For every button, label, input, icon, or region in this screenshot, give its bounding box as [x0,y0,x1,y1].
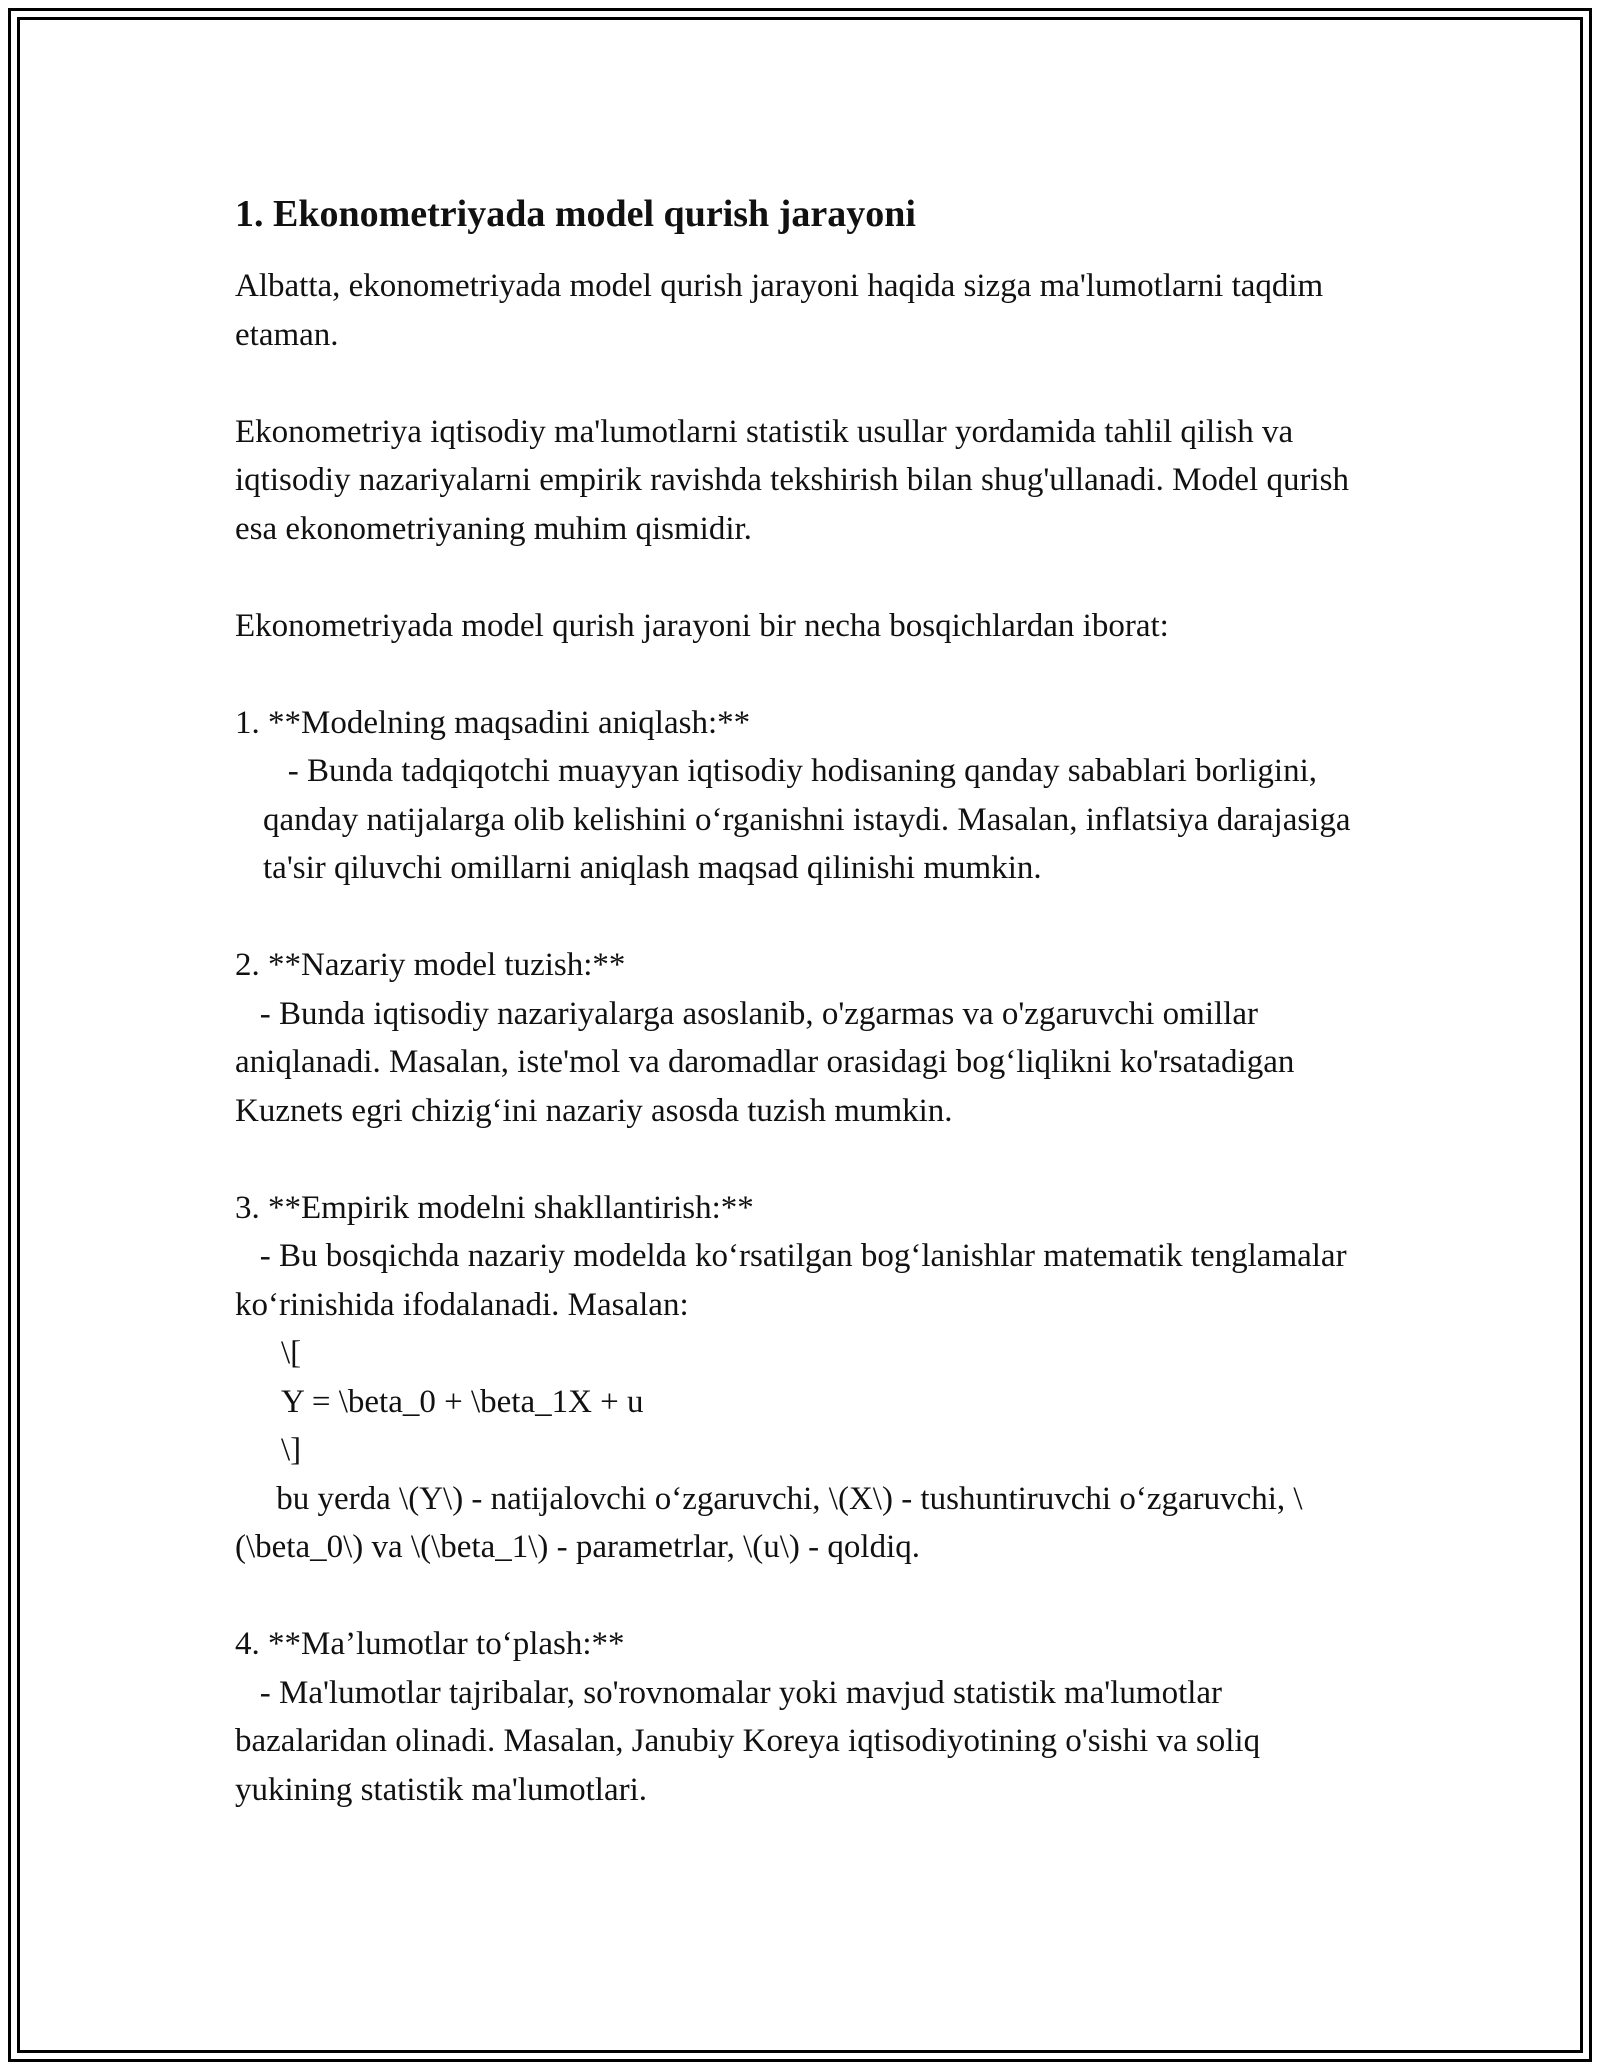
formula-close: \] [281,1432,302,1468]
step-4 [235,1620,1365,1814]
definition-paragraph: Ekonometriya iqtisodiy ma'lumotlarni statistik usullar yordamida tahlil qilish va iqtisodiy nazariyalarni empirik ravishda tekshirish bilan shug'ullanadi. Model qurish esa ekonometriyaning muhim qismidir. [235,413,1358,547]
formula-explanation: bu yerda \(Y\) - natijalovchi o‘zgaruvchi, \(X\) - tushuntiruvchi o‘zgaruvchi, \(\beta_0\) va \(\beta_1\) - parametrlar, \(u\) - qoldiq. [235,1480,1303,1565]
step-body: - Bunda tadqiqotchi muayyan iqtisodiy hodisaning qanday sabablari borligini, qanday natijalarga olib kelishini o‘rganishni istaydi. Masalan, inflatsiya darajasiga ta'sir qiluvchi omillarni aniqlash maqsad qilinishi mumkin. [263,753,1359,886]
formula: Y = \beta_0 + \beta_1X + u [281,1383,644,1420]
step-body: - Ma'lumotlar tajribalar, so'rovnomalar yoki mavjud statistik ma'lumotlar bazalaridan olinadi. Masalan, Janubiy Koreya iqtisodiyotining o'sishi va soliq yukining statistik ma'lumotlari. [235,1674,1269,1808]
step-body: - Bu bosqichda nazariy modelda ko‘rsatilgan bog‘lanishlar matematik tenglamalar ko‘rinishida ifodalanadi. Masalan: [235,1238,1355,1323]
step-3 [235,1184,1365,1572]
step-heading: 3. **Empirik modelni shakllantirish:** [235,1189,754,1226]
formula-open: \[ [281,1335,302,1371]
step-heading: 1. **Modelning maqsadini aniqlash:** [235,704,751,741]
step-2 [235,941,1365,1135]
document-content [235,186,1365,1814]
step-heading: 4. **Ma’lumotlar to‘plash:** [235,1626,625,1662]
step-body: - Bunda iqtisodiy nazariyalarga asoslanib, o'zgarmas va o'zgaruvchi omillar aniqlanadi. Masalan, iste'mol va daromadlar orasidagi bog‘liqlikni ko'rsatadigan Kuznets egri chizig‘ini nazariy asosda tuzish mumkin. [235,995,1303,1129]
step-1 [235,699,1365,893]
document-title: 1. Ekonometriyada model qurish jarayoni [235,193,916,235]
intro-paragraph: Albatta, ekonometriyada model qurish jarayoni haqida sizga ma'lumotlarni taqdim etaman. [235,268,1332,353]
stages-intro-paragraph: Ekonometriyada model qurish jarayoni bir necha bosqichlardan iborat: [235,607,1169,644]
step-heading: 2. **Nazariy model tuzish:** [235,947,626,983]
